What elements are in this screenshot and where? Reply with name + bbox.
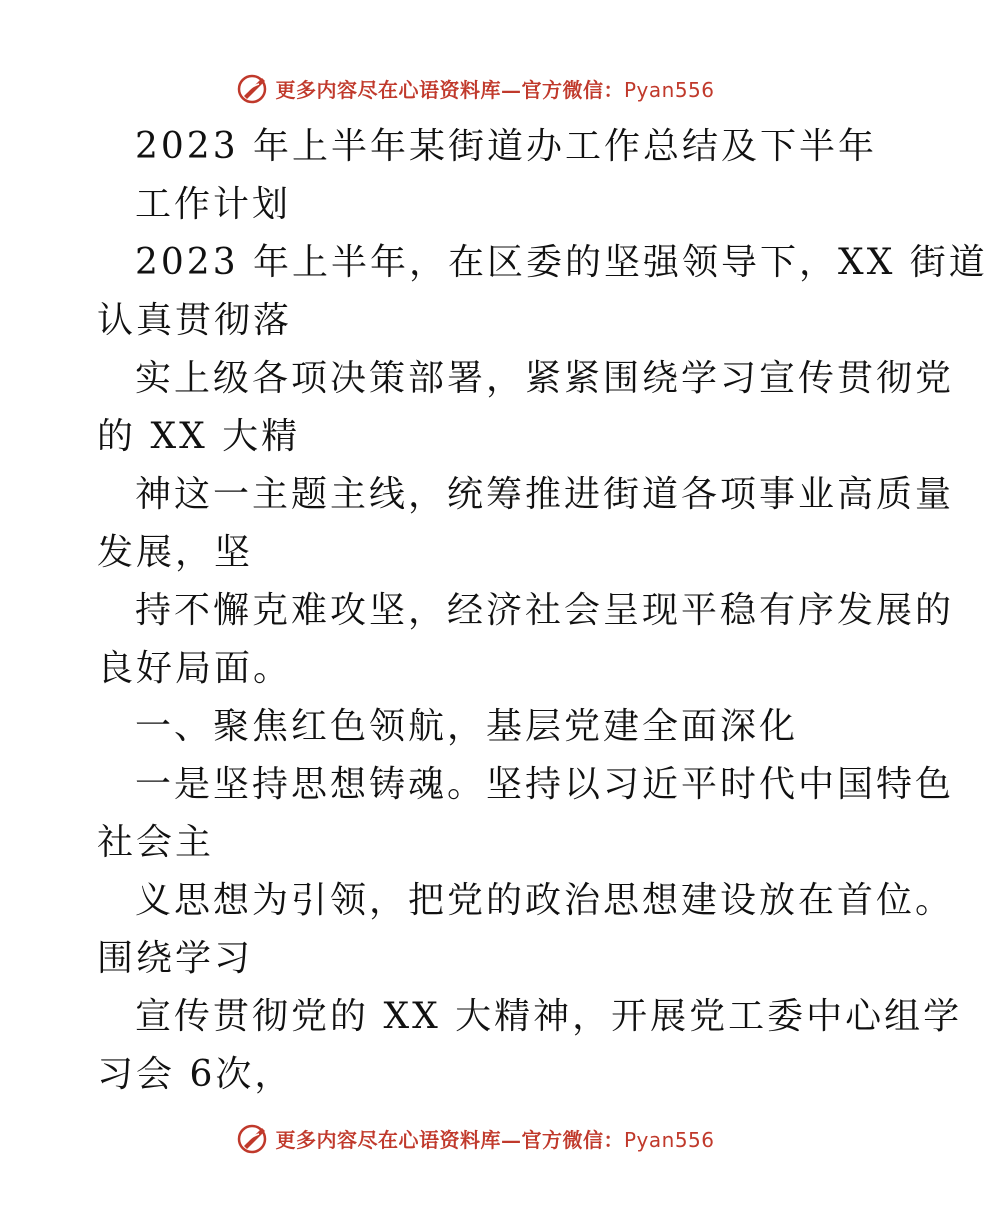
text-line: 围绕学习 xyxy=(97,938,254,979)
text-line: 的 XX 大精 xyxy=(97,416,301,457)
pen-logo-icon xyxy=(235,70,271,106)
pen-logo-icon xyxy=(235,1120,271,1156)
watermark-id: Pyan556 xyxy=(623,77,715,102)
text-line: 神这一主题主线，统筹推进街道各项事业高质量 xyxy=(135,474,955,515)
text-line: 工作计划 xyxy=(135,184,292,225)
text-line: 习会 6次， xyxy=(97,1054,294,1095)
text-line: 一是坚持思想铸魂。坚持以习近平时代中国特色 xyxy=(135,764,955,805)
text-line: 2023 年上半年某街道办工作总结及下半年 xyxy=(135,126,878,167)
text-line: 良好局面。 xyxy=(97,648,293,689)
text-line: 一、聚焦红色领航，基层党建全面深化 xyxy=(135,706,799,747)
watermark-label xyxy=(275,1124,714,1153)
watermark-text: 更多内容尽在心语资料库—官方微信： xyxy=(275,1127,624,1152)
watermark-banner-top xyxy=(0,70,950,106)
text-line: 义思想为引领，把党的政治思想建设放在首位。 xyxy=(135,880,955,921)
watermark-id: Pyan556 xyxy=(623,1127,715,1152)
document-body xyxy=(97,118,988,1104)
text-line: 实上级各项决策部署，紧紧围绕学习宣传贯彻党 xyxy=(135,358,955,399)
text-line: 社会主 xyxy=(97,822,215,863)
text-line: 发展，坚 xyxy=(97,532,254,573)
text-line: 持不懈克难攻坚，经济社会呈现平稳有序发展的 xyxy=(135,590,955,631)
watermark-banner-bottom xyxy=(0,1120,950,1156)
text-line: 宣传贯彻党的 XX 大精神，开展党工委中心组学 xyxy=(135,996,963,1037)
watermark-label xyxy=(275,74,714,103)
watermark-text: 更多内容尽在心语资料库—官方微信： xyxy=(275,77,624,102)
text-line: 2023 年上半年，在区委的坚强领导下，XX 街道 xyxy=(135,242,988,283)
text-line: 认真贯彻落 xyxy=(97,300,293,341)
